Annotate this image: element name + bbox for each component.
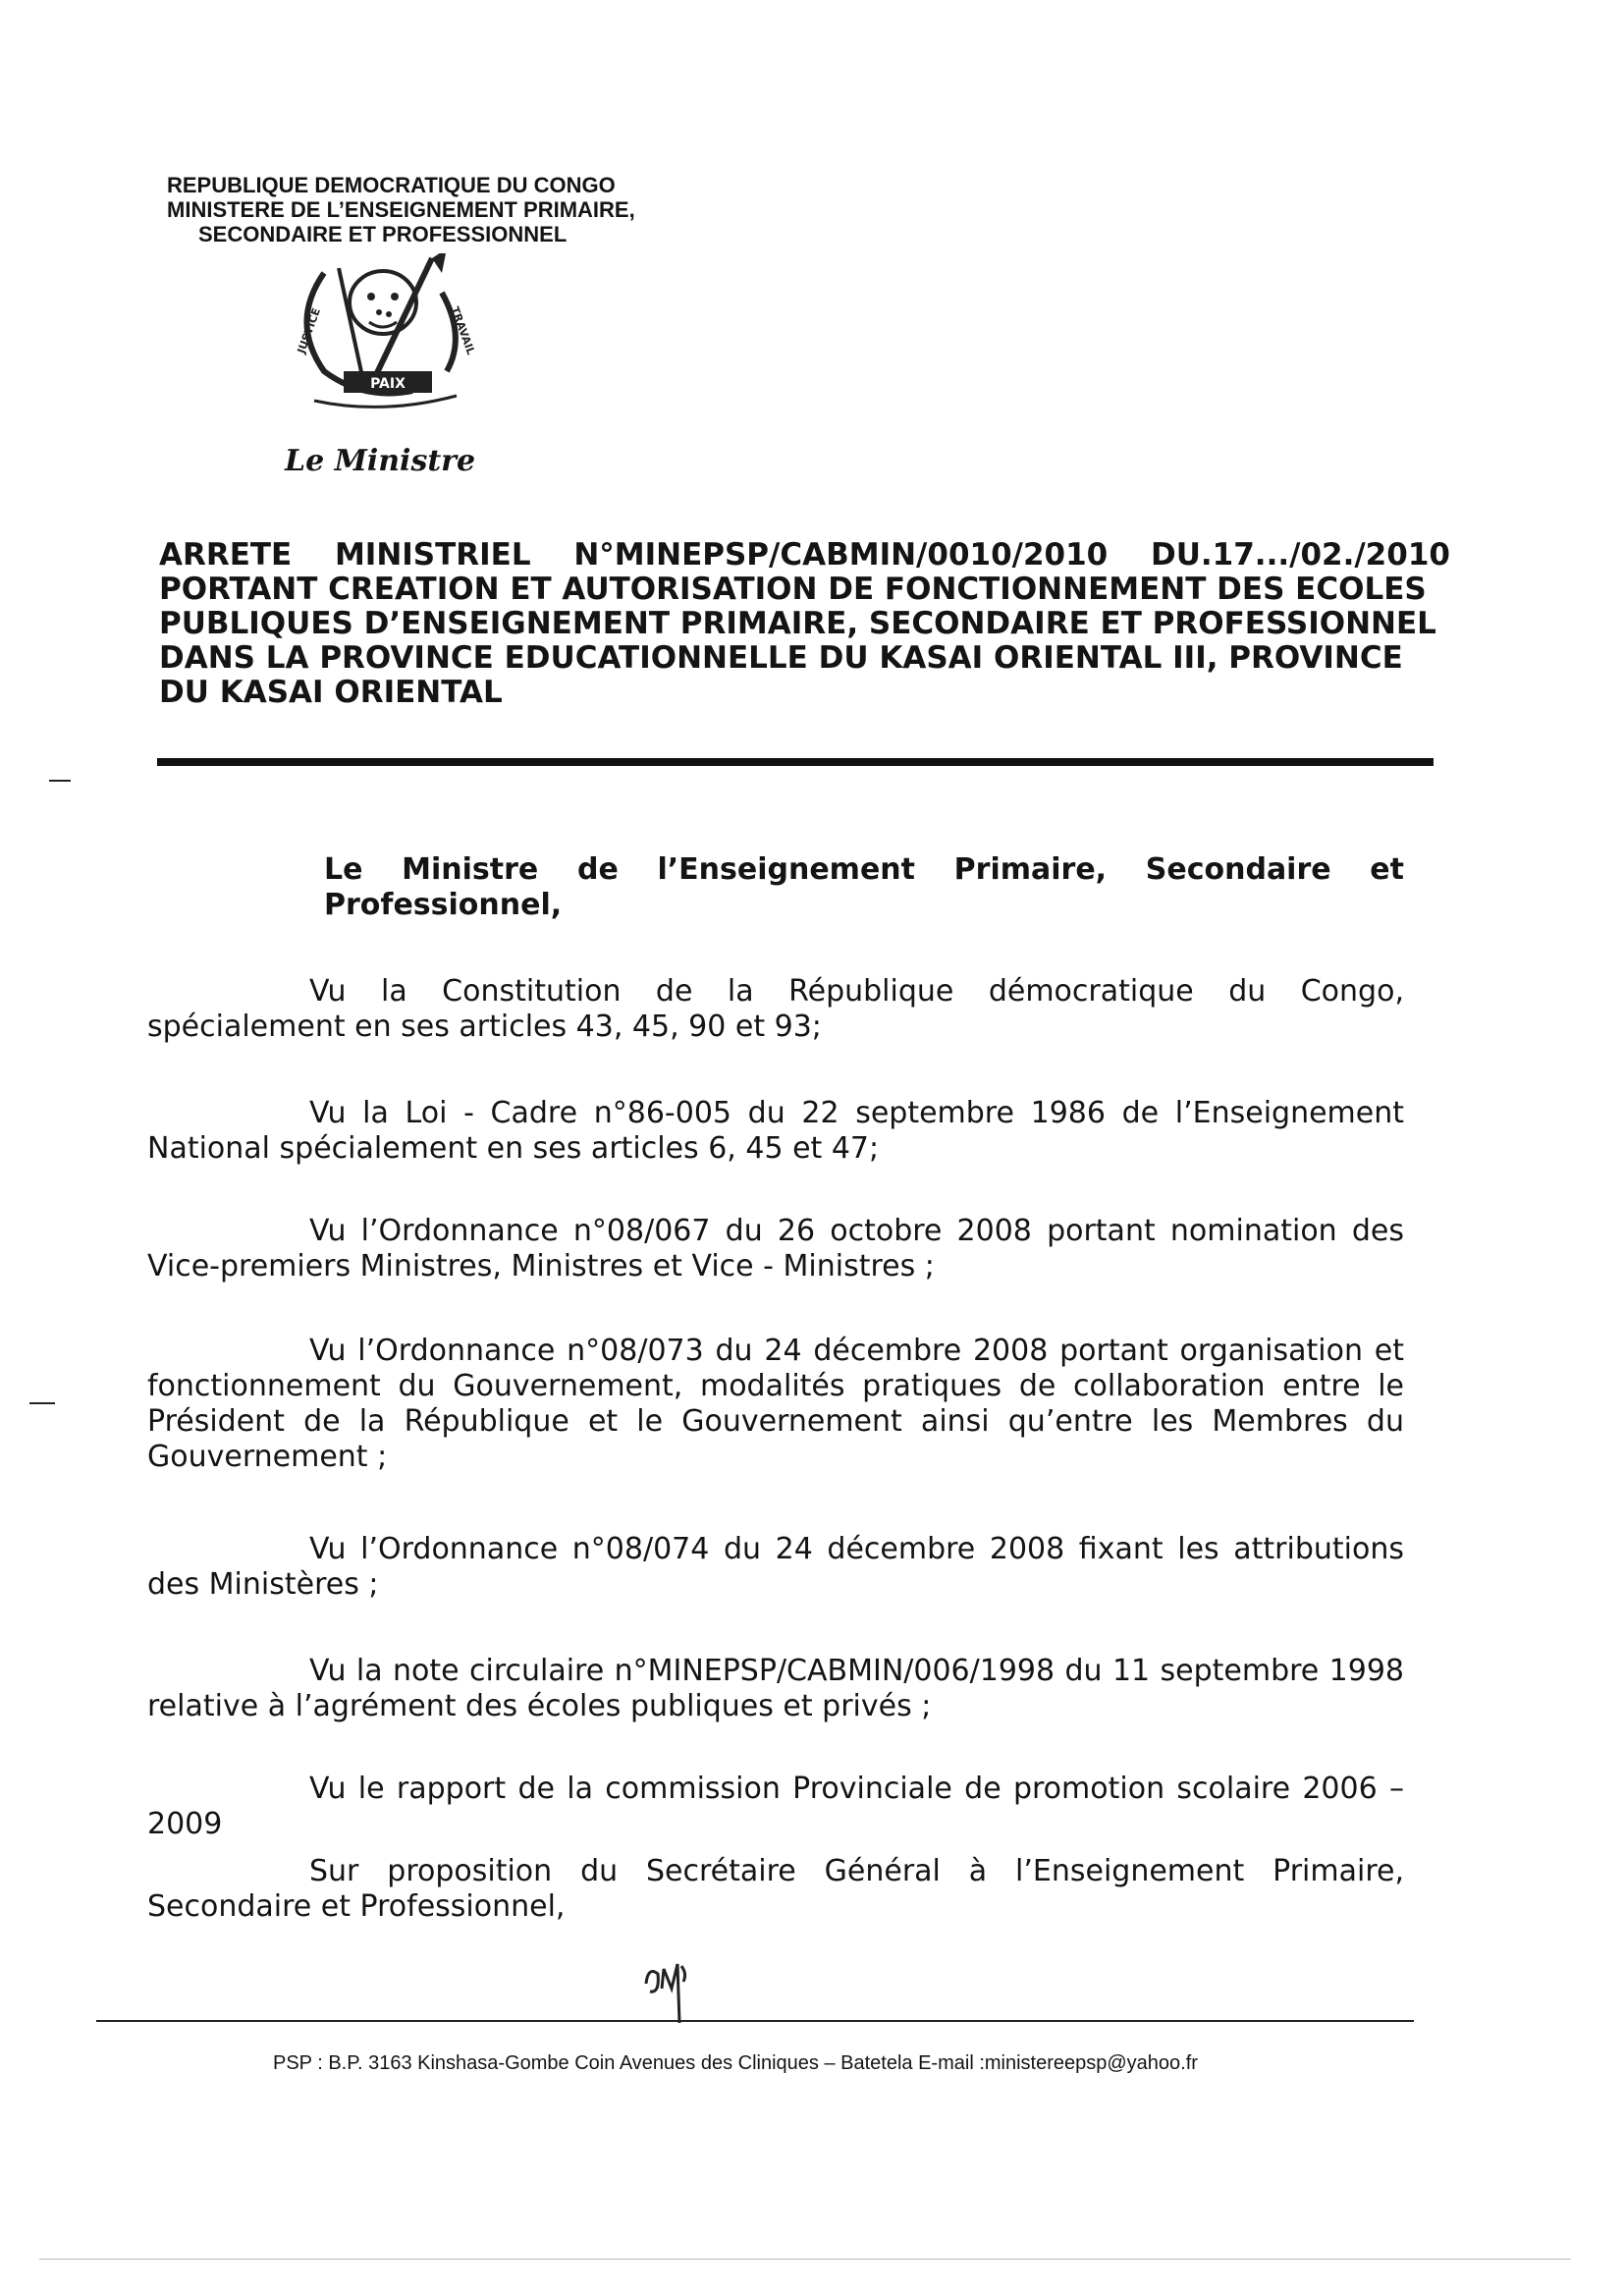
- consideration-paragraph: [147, 1772, 1404, 1842]
- decree-title-line-3: PUBLIQUES D’ENSEIGNEMENT PRIMAIRE, SECONDAIRE ET PROFESSIONNEL: [159, 606, 1436, 641]
- footer-contact: PSP : B.P. 3163 Kinshasa-Gombe Coin Avenues des Cliniques – Batetela E-mail :ministereepsp@yahoo.fr: [273, 2052, 1198, 2074]
- header-line-ministry: MINISTERE DE L’ENSEIGNEMENT PRIMAIRE,: [167, 197, 635, 222]
- decree-number: N°MINEPSP/CABMIN/0010/2010: [573, 537, 1109, 573]
- footer-divider: [96, 2020, 1414, 2022]
- scan-edge: [39, 2259, 1571, 2260]
- consideration-text: Vu l’Ordonnance n°08/074 du 24 décembre 2008 fixant les attributions des Ministères ;: [147, 1532, 1404, 1602]
- coat-of-arms-icon: [285, 253, 491, 410]
- consideration-paragraph: [147, 1214, 1404, 1284]
- decree-reference-line: [159, 538, 1450, 573]
- consideration-text: Vu la Loi - Cadre n°86-005 du 22 septembre 1986 de l’Enseignement National spécialement en ses articles 6, 45 et 47;: [147, 1096, 1404, 1166]
- header-line-republic: REPUBLIQUE DEMOCRATIQUE DU CONGO: [167, 173, 616, 197]
- consideration-text: Vu la Constitution de la République démocratique du Congo, spécialement en ses articles 43, 45, 90 et 93;: [147, 974, 1404, 1044]
- decree-title-line-5: DU KASAI ORIENTAL: [159, 675, 503, 710]
- scan-mark: [49, 780, 71, 782]
- crest-motto-left: JUSTICE: [295, 305, 324, 355]
- crest-motto-right: TRAVAIL: [448, 304, 478, 357]
- ministry-header: [167, 173, 635, 246]
- decree-date: DU.17.../02./2010: [1150, 537, 1450, 573]
- consideration-text: Vu l’Ordonnance n°08/073 du 24 décembre 2008 portant organisation et fonctionnement du Gouvernement, modalités pratiques de collaboration entre le Président de la République et le Gouvernement ainsi qu’entre les Membres du Gouvernement ;: [147, 1334, 1404, 1474]
- consideration-paragraph: [147, 1654, 1404, 1724]
- decree-title-line-4: DANS LA PROVINCE EDUCATIONNELLE DU KASAI ORIENTAL III, PROVINCE: [159, 640, 1403, 676]
- consideration-paragraph: [147, 1854, 1404, 1925]
- crest-motto-bottom: PAIX: [370, 376, 406, 392]
- consideration-paragraph: [147, 1532, 1404, 1603]
- scan-mark: [29, 1402, 55, 1404]
- consideration-text: Sur proposition du Secrétaire Général à l’Enseignement Primaire, Secondaire et Professionnel,: [147, 1854, 1404, 1924]
- consideration-paragraph: [147, 1096, 1404, 1167]
- consideration-paragraph: [147, 1334, 1404, 1475]
- consideration-text: Vu le rapport de la commission Provinciale de promotion scolaire 2006 – 2009: [147, 1772, 1404, 1841]
- intro-paragraph: Le Ministre de l’Enseignement Primaire, Secondaire et Professionnel,: [324, 852, 1404, 922]
- consideration-text: Vu la note circulaire n°MINEPSP/CABMIN/006/1998 du 11 septembre 1998 relative à l’agrément des écoles publiques et privés ;: [147, 1654, 1404, 1723]
- title-divider: [157, 758, 1434, 766]
- decree-word-arrete: ARRETE: [159, 537, 293, 573]
- decree-word-ministriel: MINISTRIEL: [334, 537, 531, 573]
- decree-title-line-2: PORTANT CREATION ET AUTORISATION DE FONCTIONNEMENT DES ECOLES: [159, 572, 1427, 607]
- decree-title: [159, 538, 1455, 710]
- initials-signature-icon: [638, 1954, 717, 2028]
- header-line-department: SECONDAIRE ET PROFESSIONNEL: [198, 222, 568, 246]
- consideration-text: Vu l’Ordonnance n°08/067 du 26 octobre 2008 portant nomination des Vice-premiers Ministres, Ministres et Vice - Ministres ;: [147, 1214, 1404, 1283]
- signatory-title: Le Ministre: [285, 444, 476, 478]
- consideration-paragraph: [147, 974, 1404, 1045]
